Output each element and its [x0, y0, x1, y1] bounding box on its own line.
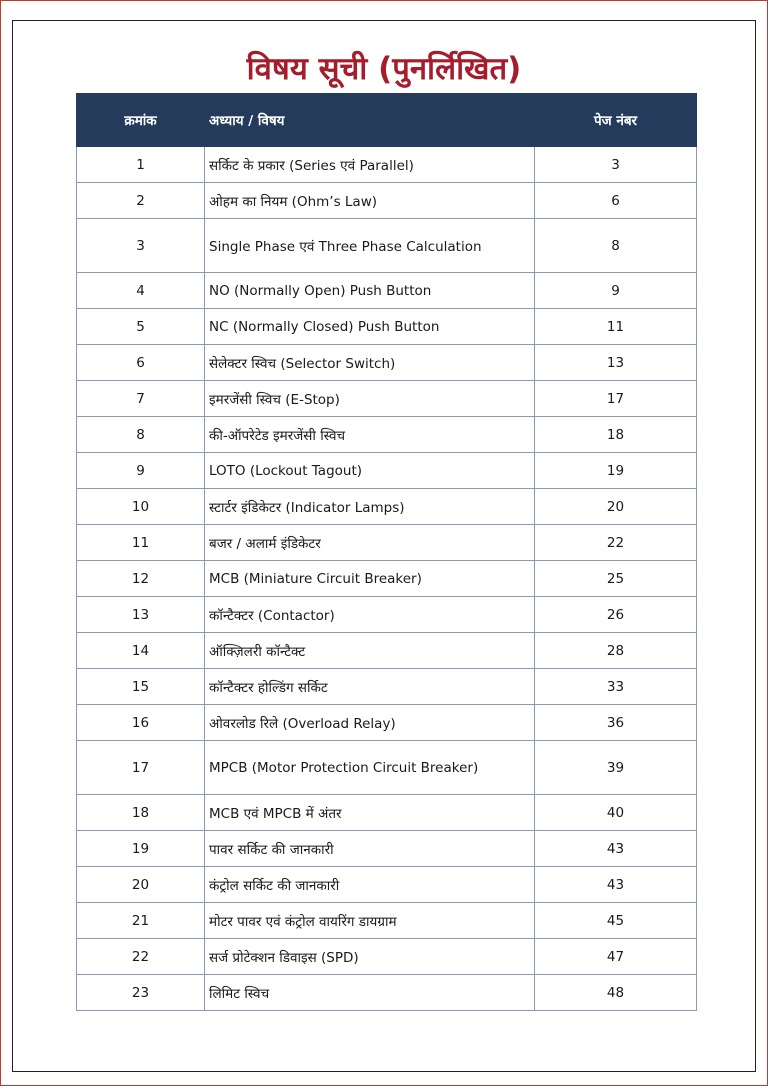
- row-number: 9: [77, 453, 205, 489]
- row-chapter-title: MCB एवं MPCB में अंतर: [205, 795, 535, 831]
- table-row: [77, 417, 697, 453]
- row-number: 21: [77, 903, 205, 939]
- table-row: [77, 831, 697, 867]
- row-page-number: 13: [535, 345, 697, 381]
- row-chapter-title: Single Phase एवं Three Phase Calculation: [205, 219, 535, 273]
- table-row: [77, 309, 697, 345]
- row-page-number: 3: [535, 147, 697, 183]
- row-number: 5: [77, 309, 205, 345]
- row-chapter-title: सेलेक्टर स्विच (Selector Switch): [205, 345, 535, 381]
- row-chapter-title: इमरजेंसी स्विच (E-Stop): [205, 381, 535, 417]
- row-page-number: 40: [535, 795, 697, 831]
- row-chapter-title: बजर / अलार्म इंडिकेटर: [205, 525, 535, 561]
- row-page-number: 43: [535, 867, 697, 903]
- table-row: [77, 381, 697, 417]
- row-number: 22: [77, 939, 205, 975]
- row-number: 14: [77, 633, 205, 669]
- row-number: 17: [77, 741, 205, 795]
- row-page-number: 33: [535, 669, 697, 705]
- table-header-row: [77, 94, 697, 147]
- row-chapter-title: NO (Normally Open) Push Button: [205, 273, 535, 309]
- row-number: 13: [77, 597, 205, 633]
- table-row: [77, 741, 697, 795]
- row-chapter-title: कॉन्टैक्टर (Contactor): [205, 597, 535, 633]
- toc-body: [77, 147, 697, 1011]
- row-chapter-title: मोटर पावर एवं कंट्रोल वायरिंग डायग्राम: [205, 903, 535, 939]
- table-row: [77, 273, 697, 309]
- table-row: [77, 669, 697, 705]
- row-number: 18: [77, 795, 205, 831]
- row-page-number: 48: [535, 975, 697, 1011]
- row-number: 7: [77, 381, 205, 417]
- table-row: [77, 975, 697, 1011]
- row-number: 16: [77, 705, 205, 741]
- page-title: विषय सूची (पुनर्लिखित): [246, 51, 522, 87]
- table-row: [77, 525, 697, 561]
- row-number: 8: [77, 417, 205, 453]
- table-row: [77, 795, 697, 831]
- row-page-number: 25: [535, 561, 697, 597]
- row-chapter-title: ऑक्ज़िलरी कॉन्टैक्ट: [205, 633, 535, 669]
- row-chapter-title: ओहम का नियम (Ohm’s Law): [205, 183, 535, 219]
- row-number: 6: [77, 345, 205, 381]
- row-page-number: 19: [535, 453, 697, 489]
- row-chapter-title: कंट्रोल सर्किट की जानकारी: [205, 867, 535, 903]
- row-chapter-title: की-ऑपरेटेड इमरजेंसी स्विच: [205, 417, 535, 453]
- table-row: [77, 219, 697, 273]
- table-row: [77, 867, 697, 903]
- row-number: 3: [77, 219, 205, 273]
- row-number: 19: [77, 831, 205, 867]
- table-row: [77, 705, 697, 741]
- row-chapter-title: सर्ज प्रोटेक्शन डिवाइस (SPD): [205, 939, 535, 975]
- row-number: 15: [77, 669, 205, 705]
- row-page-number: 22: [535, 525, 697, 561]
- row-page-number: 8: [535, 219, 697, 273]
- row-page-number: 28: [535, 633, 697, 669]
- table-row: [77, 489, 697, 525]
- row-page-number: 9: [535, 273, 697, 309]
- table-row: [77, 903, 697, 939]
- row-number: 10: [77, 489, 205, 525]
- row-page-number: 11: [535, 309, 697, 345]
- table-row: [77, 939, 697, 975]
- row-page-number: 6: [535, 183, 697, 219]
- table-row: [77, 561, 697, 597]
- row-chapter-title: स्टार्टर इंडिकेटर (Indicator Lamps): [205, 489, 535, 525]
- row-number: 12: [77, 561, 205, 597]
- row-number: 2: [77, 183, 205, 219]
- table-row: [77, 453, 697, 489]
- row-number: 23: [77, 975, 205, 1011]
- row-page-number: 26: [535, 597, 697, 633]
- row-page-number: 20: [535, 489, 697, 525]
- row-number: 11: [77, 525, 205, 561]
- row-chapter-title: सर्किट के प्रकार (Series एवं Parallel): [205, 147, 535, 183]
- table-row: [77, 597, 697, 633]
- row-number: 4: [77, 273, 205, 309]
- row-chapter-title: कॉन्टैक्टर होल्डिंग सर्किट: [205, 669, 535, 705]
- column-header-number: क्रमांक: [77, 94, 205, 147]
- row-number: 20: [77, 867, 205, 903]
- row-chapter-title: LOTO (Lockout Tagout): [205, 453, 535, 489]
- table-row: [77, 633, 697, 669]
- row-chapter-title: MCB (Miniature Circuit Breaker): [205, 561, 535, 597]
- row-page-number: 39: [535, 741, 697, 795]
- row-page-number: 17: [535, 381, 697, 417]
- column-header-page: पेज नंबर: [535, 94, 697, 147]
- column-header-chapter: अध्याय / विषय: [205, 94, 535, 147]
- row-page-number: 43: [535, 831, 697, 867]
- row-chapter-title: पावर सर्किट की जानकारी: [205, 831, 535, 867]
- toc-table: [76, 93, 697, 1011]
- row-chapter-title: MPCB (Motor Protection Circuit Breaker): [205, 741, 535, 795]
- row-page-number: 36: [535, 705, 697, 741]
- table-row: [77, 147, 697, 183]
- row-chapter-title: ओवरलोड रिले (Overload Relay): [205, 705, 535, 741]
- row-chapter-title: लिमिट स्विच: [205, 975, 535, 1011]
- row-page-number: 45: [535, 903, 697, 939]
- row-chapter-title: NC (Normally Closed) Push Button: [205, 309, 535, 345]
- table-row: [77, 183, 697, 219]
- row-number: 1: [77, 147, 205, 183]
- row-page-number: 47: [535, 939, 697, 975]
- table-row: [77, 345, 697, 381]
- row-page-number: 18: [535, 417, 697, 453]
